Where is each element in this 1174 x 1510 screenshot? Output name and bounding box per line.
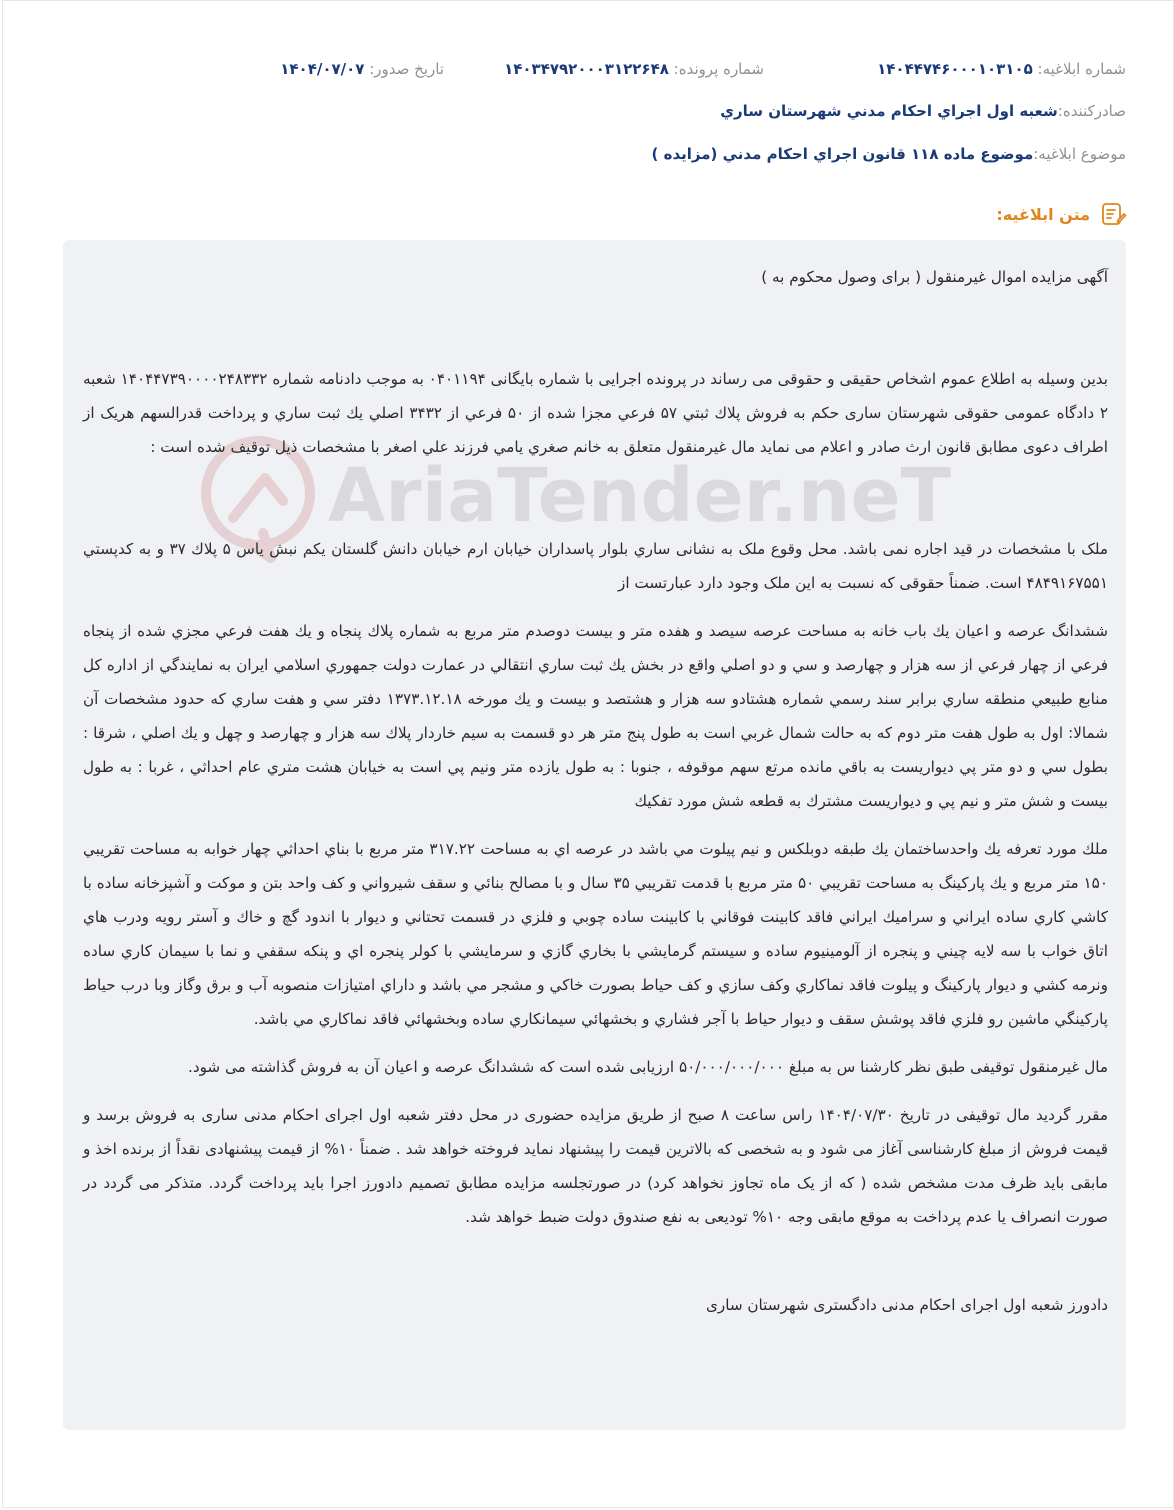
issue-date-label: تاریخ صدور:	[369, 60, 444, 78]
notice-paragraph: مقرر گردید مال توقیفی در تاریخ ۱۴۰۴/۰۷/۳۰ راس ساعت ۸ صبح از طریق مزایده حضوری در محل دفتر شعبه اول اجرای احکام مدنی ساری به فروش برسد و قیمت فروش از مبلغ کارشناسی آغاز می شود و به شخصی که بالاترین قیمت را پیشنهاد نماید فروخته خواهد شد . ضمناً ۱۰% از قیمت پیشنهادی نقداً از برنده اخذ و مابقی باید ظرف مدت مشخص شده ( که از یک ماه تجاوز نخواهد کرد) در صورتجلسه مزایده مطابق تصمیم دادورز اجرا باید پرداخت گردد. متذکر می گردد در صورت انصراف یا عدم پرداخت به موقع مابقی وجه ۱۰% تودیعی به نفع صندوق دولت ضبط خواهد شد.	[83, 1106, 1108, 1226]
issuer-value: شعبه اول اجراي احكام مدني شهرستان ساري	[720, 102, 1058, 120]
issue-date-value: ۱۴۰۴/۰۷/۰۷	[280, 60, 365, 78]
notice-number-value: ۱۴۰۴۴۷۴۶۰۰۰۱۰۳۱۰۵	[877, 60, 1033, 78]
notice-paragraph: ششدانگ عرصه و اعيان يك باب خانه به مساحت عرصه سيصد و هفده متر و بيست دوصدم متر مربع به شماره پلاك پنجاه و يك هفت فرعي مجزي شده از پنجاه فرعي از چهار فرعي از سه هزار و چهارصد و سي و دو اصلي واقع در بخش يك ثبت ساري انتقالي در عمارت دولت جمهوري اسلامي ايران به نمايندگي از اداره كل منابع طبيعي منطقه ساري برابر سند رسمي شماره هشتادو سه هزار و هشتصد و بيست و يك مورخه ۱۳۷۳.۱۲.۱۸ دفتر سي و هفت ساري كه حدود مشخصات آن شمالا: اول به طول هفت متر دوم كه به حالت شمال غربي است به طول پنج متر هر دو قسمت به سيم خاردار پلاك سه هزار و چهارصد و چهل و يك اصلي ، شرقا : بطول سي و دو متر پي ديواريست به باقي مانده مرتع سهم موقوفه ، جنوبا : به طول يازده متر ونيم پي است به خيابان هشت متري عام احداثي ، غربا : به طول بيست و شش متر و نيم پي و ديواريست مشترك به قطعه شش مورد تفكيك	[83, 622, 1108, 810]
notice-number-label: شماره ابلاغیه:	[1037, 60, 1126, 78]
notice-text-title: متن ابلاغیه:	[996, 204, 1090, 224]
case-number-field	[504, 59, 764, 79]
notice-paragraph: ملك مورد تعرفه يك واحدساختمان يك طبقه دوبلكس و نيم پيلوت مي باشد در عرصه اي به مساحت ۳۱۷.۲۲ متر مربع با بناي احداثي چهار خوابه به مساحت تقريبي ۱۵۰ متر مربع و يك پاركينگ به مساحت تقريبي ۵۰ متر مربع با قدمت تقريبي ۳۵ سال و با مصالح بنائي و سقف شيرواني و كف واحد بتن و موكت و آشپزخانه ساده با كاشي كاري ساده ايراني و سراميك ايراني فاقد كابينت فوقاني با كابينت ساده چوبي و فلزي در قسمت تحتاني و ديوار با اندود گچ و خاك و آستر رويه ودرب هاي اتاق خواب با سه لايه چيني و پنجره از آلومينيوم ساده و سيستم گرمايشي با بخاري گازي و سرمايشي با كولر پنجره اي و پنكه سقفي و نما با سيمان كاري ساده ونرمه كشي و ديوار پاركينگ و پيلوت فاقد نماكاري وكف سازي و كف حياط بصورت خاكي و مشجر مي باشد و داراي امتيازات منصوبه آب و برق وگاز وبا درب حياط پاركينگي ماشين رو فلزي فاقد پوشش سقف و ديوار حياط با آجر فشاري و بخشهائي سيمانكاري ساده وبخشهائي فاقد نماكاري مي باشد.	[83, 840, 1108, 1028]
case-number-label: شماره پرونده:	[673, 60, 764, 78]
notice-paragraph: ملک با مشخصات در قید اجاره نمی باشد. محل وقوع ملک به نشانی ساري بلوار پاسداران خيابان ارم خيابان دانش گلستان يكم نبش ياس ۵ پلاك ۳۷ و به كدپستي ۴۸۴۹۱۶۷۵۵۱ است. ضمناً حقوقی که نسبت به این ملک وجود دارد عبارتست از	[83, 540, 1108, 592]
notice-text-heading	[996, 201, 1126, 227]
watermark-text: AriaTender.neT	[328, 453, 952, 539]
notice-page	[2, 0, 1174, 1508]
notice-content	[63, 240, 1126, 1322]
notice-paragraph: مال غیرمنقول توقیفی طبق نظر کارشنا س به مبلغ ۵۰/۰۰۰/۰۰۰/۰۰۰ ارزیابی شده است که ششدانگ عرصه و اعیان آن به فروش گذاشته می شود.	[188, 1058, 1108, 1076]
subject-label: موضوع ابلاغیه:	[1033, 145, 1126, 163]
case-number-value: ۱۴۰۳۴۷۹۲۰۰۰۳۱۲۲۶۴۸	[504, 60, 669, 78]
notice-paragraph: بدین وسیله به اطلاع عموم اشخاص حقیقی و حقوقی می رساند در پرونده اجرایی با شماره بایگانی ۰۴۰۱۱۹۴ به موجب دادنامه شماره ۱۴۰۴۴۷۳۹۰۰۰۰۲۴۸۳۳۲ شعبه ۲ دادگاه عمومی حقوقی شهرستان ساری حکم به فروش پلاك ثبتي ۵۷ فرعي مجزا شده از ۵۰ فرعي از ۳۴۳۲ اصلي يك ثبت ساري و پرداخت قدرالسهم هریک از اطراف دعوی مطابق قانون ارث صادر و اعلام می نماید مال غیرمنقول متعلق به خانم صغري يامي فرزند علي اصغر با مشخصات ذیل توقیف شده است :	[83, 370, 1108, 456]
document-edit-icon	[1100, 201, 1126, 227]
notice-title: آگهی مزایده اموال غیرمنقول ( برای وصول محکوم به )	[761, 268, 1108, 286]
notice-body-box	[63, 240, 1126, 1430]
notice-signer: دادورز شعبه اول اجرای احکام مدنی دادگستری شهرستان ساری	[706, 1296, 1108, 1314]
issue-date-field	[280, 59, 444, 79]
issuer-label: صادرکننده:	[1057, 102, 1126, 120]
subject-value: موضوع ماده ۱۱۸ قانون اجراي احكام مدني (مزایده )	[651, 145, 1034, 163]
notice-number-field	[877, 59, 1126, 79]
subject-row	[50, 144, 1126, 164]
issuer-row	[50, 101, 1126, 121]
